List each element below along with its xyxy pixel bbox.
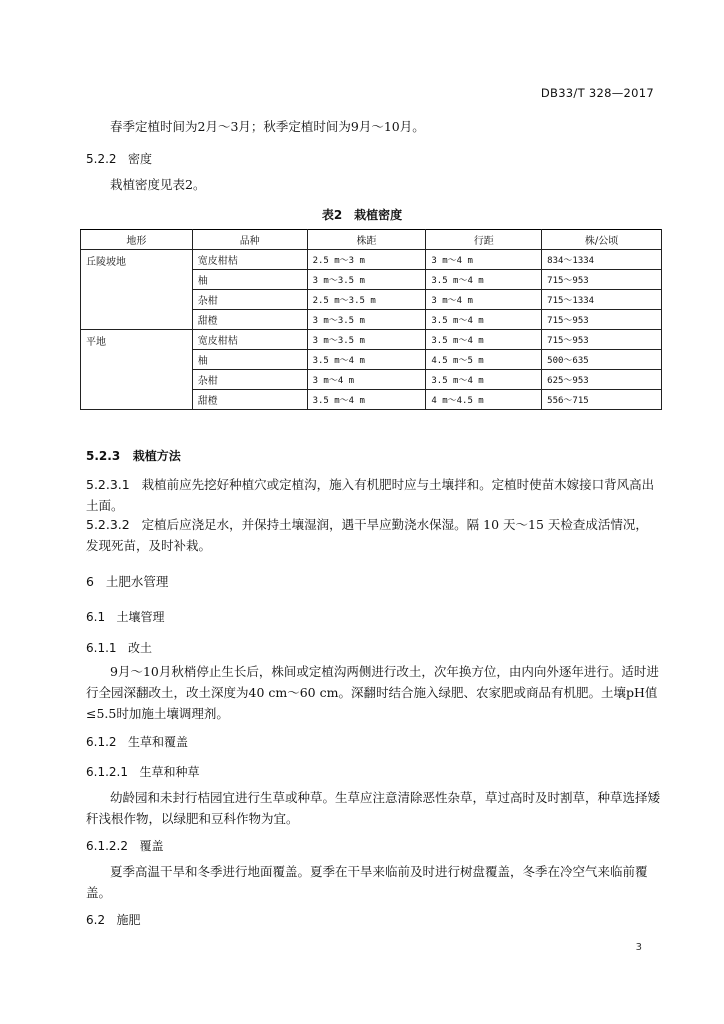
row-spacing-cell: 4.5 m～5 m	[426, 350, 542, 370]
plant-spacing-cell: 2.5 m～3.5 m	[307, 290, 426, 310]
section-title: 密度	[128, 152, 153, 166]
table-caption: 表2 栽植密度	[321, 208, 403, 222]
plants-per-ha-cell: 625～953	[542, 370, 662, 390]
variety-cell: 宽皮柑桔	[192, 330, 307, 350]
section-number: 5.2.2	[86, 152, 117, 166]
section-number: 6.1.2	[86, 735, 117, 749]
variety-cell: 柚	[192, 350, 307, 370]
plants-per-ha-cell: 715～953	[542, 310, 662, 330]
plant-spacing-cell: 3 m～3.5 m	[307, 330, 426, 350]
section-number: 6	[86, 574, 94, 589]
section-number: 5.2.3	[86, 449, 121, 463]
plant-spacing-cell: 3.5 m～4 m	[307, 350, 426, 370]
column-header: 株距	[307, 230, 426, 250]
section-number: 6.1	[86, 610, 106, 624]
row-spacing-cell: 3 m～4 m	[426, 290, 542, 310]
grass-planting-text: 幼龄园和未封行桔园宜进行生草或种草。生草应注意清除恶性杂草，草过高时及时割草，种草选择矮秆浅根作物，以绿肥和豆科作物为宜。	[86, 790, 661, 826]
document-code: DB33/T 328—2017	[540, 86, 654, 100]
row-spacing-cell: 3.5 m～4 m	[426, 310, 542, 330]
page-number: 3	[635, 942, 642, 953]
plant-spacing-cell: 3 m～3.5 m	[307, 310, 426, 330]
plants-per-ha-cell: 500～635	[542, 350, 662, 370]
column-header: 株/公顷	[542, 230, 662, 250]
section-5-2-2-heading	[86, 150, 152, 167]
section-6-2-heading	[86, 911, 141, 928]
section-title: 栽植方法	[132, 449, 181, 463]
plant-spacing-cell: 2.5 m～3 m	[307, 250, 426, 270]
variety-cell: 杂柑	[192, 290, 307, 310]
plant-spacing-cell: 3.5 m～4 m	[307, 390, 426, 410]
variety-cell: 甜橙	[192, 390, 307, 410]
section-6-1-2-heading	[86, 733, 188, 750]
section-title: 覆盖	[139, 839, 164, 853]
soil-improvement-text: 9月～10月秋梢停止生长后，株间或定植沟两侧进行改土，次年换方位，由内向外逐年进行。适时进行全园深翻改土，改土深度为40 cm～60 cm。深翻时结合施入绿肥、农家肥或商品有机肥。土壤pH值≤5.5时加施土壤调理剂。	[86, 664, 659, 721]
section-number: 6.1.1	[86, 641, 117, 655]
variety-cell: 甜橙	[192, 310, 307, 330]
row-spacing-cell: 3.5 m～4 m	[426, 370, 542, 390]
spring-planting-line: 春季定植时间为2月～3月；秋季定植时间为9月～10月。	[110, 119, 425, 134]
section-number: 6.1.2.2	[86, 839, 128, 853]
column-header: 地形	[81, 230, 193, 250]
clause-number: 5.2.3.1	[86, 477, 130, 492]
column-header: 行距	[426, 230, 542, 250]
mulching-text: 夏季高温干旱和冬季进行地面覆盖。夏季在干旱来临前及时进行树盘覆盖，冬季在冷空气来临前覆盖。	[86, 864, 648, 900]
plants-per-ha-cell: 834～1334	[542, 250, 662, 270]
plant-spacing-cell: 3 m～4 m	[307, 370, 426, 390]
terrain-cell: 丘陵坡地	[81, 250, 193, 330]
plants-per-ha-cell: 715～953	[542, 270, 662, 290]
column-header: 品种	[192, 230, 307, 250]
section-number: 6.1.2.1	[86, 765, 128, 779]
density-table	[80, 229, 662, 410]
section-number: 6.2	[86, 913, 106, 927]
variety-cell: 柚	[192, 270, 307, 290]
row-spacing-cell: 4 m～4.5 m	[426, 390, 542, 410]
section-title: 改土	[128, 641, 153, 655]
table-row	[81, 250, 662, 270]
plants-per-ha-cell: 715～953	[542, 330, 662, 350]
clause-text: 定植后应浇足水，并保持土壤湿润，遇干旱应勤浇水保湿。隔 10 天～15 天检查成活情况，发现死苗，及时补栽。	[86, 517, 648, 553]
clause-number: 5.2.3.2	[86, 517, 130, 532]
row-spacing-cell: 3.5 m～4 m	[426, 270, 542, 290]
section-title: 土壤管理	[116, 610, 165, 624]
plants-per-ha-cell: 715～1334	[542, 290, 662, 310]
variety-cell: 宽皮柑桔	[192, 250, 307, 270]
terrain-cell: 平地	[81, 330, 193, 410]
clause-text: 栽植前应先挖好种植穴或定植沟，施入有机肥时应与土壤拌和。定植时使苗木嫁接口背风高出土面。	[86, 477, 655, 513]
plants-per-ha-cell: 556～715	[542, 390, 662, 410]
section-title: 生草和种草	[139, 765, 200, 779]
clause-5-2-3-1	[86, 474, 660, 516]
row-spacing-cell: 3.5 m～4 m	[426, 330, 542, 350]
variety-cell: 杂柑	[192, 370, 307, 390]
table-row	[81, 330, 662, 350]
section-title: 生草和覆盖	[128, 735, 189, 749]
table-header-row	[81, 230, 662, 250]
row-spacing-cell: 3 m～4 m	[426, 250, 542, 270]
density-reference-text: 栽植密度见表2。	[110, 177, 206, 192]
chapter-6-heading	[86, 572, 168, 590]
clause-5-2-3-2	[86, 514, 660, 556]
section-6-1-2-2-heading	[86, 837, 163, 854]
plant-spacing-cell: 3 m～3.5 m	[307, 270, 426, 290]
section-6-1-heading	[86, 608, 165, 625]
section-6-1-1-heading	[86, 639, 152, 656]
section-title: 土肥水管理	[105, 574, 169, 589]
section-5-2-3-heading	[86, 447, 181, 464]
section-6-1-2-1-heading	[86, 763, 199, 780]
section-title: 施肥	[116, 913, 141, 927]
